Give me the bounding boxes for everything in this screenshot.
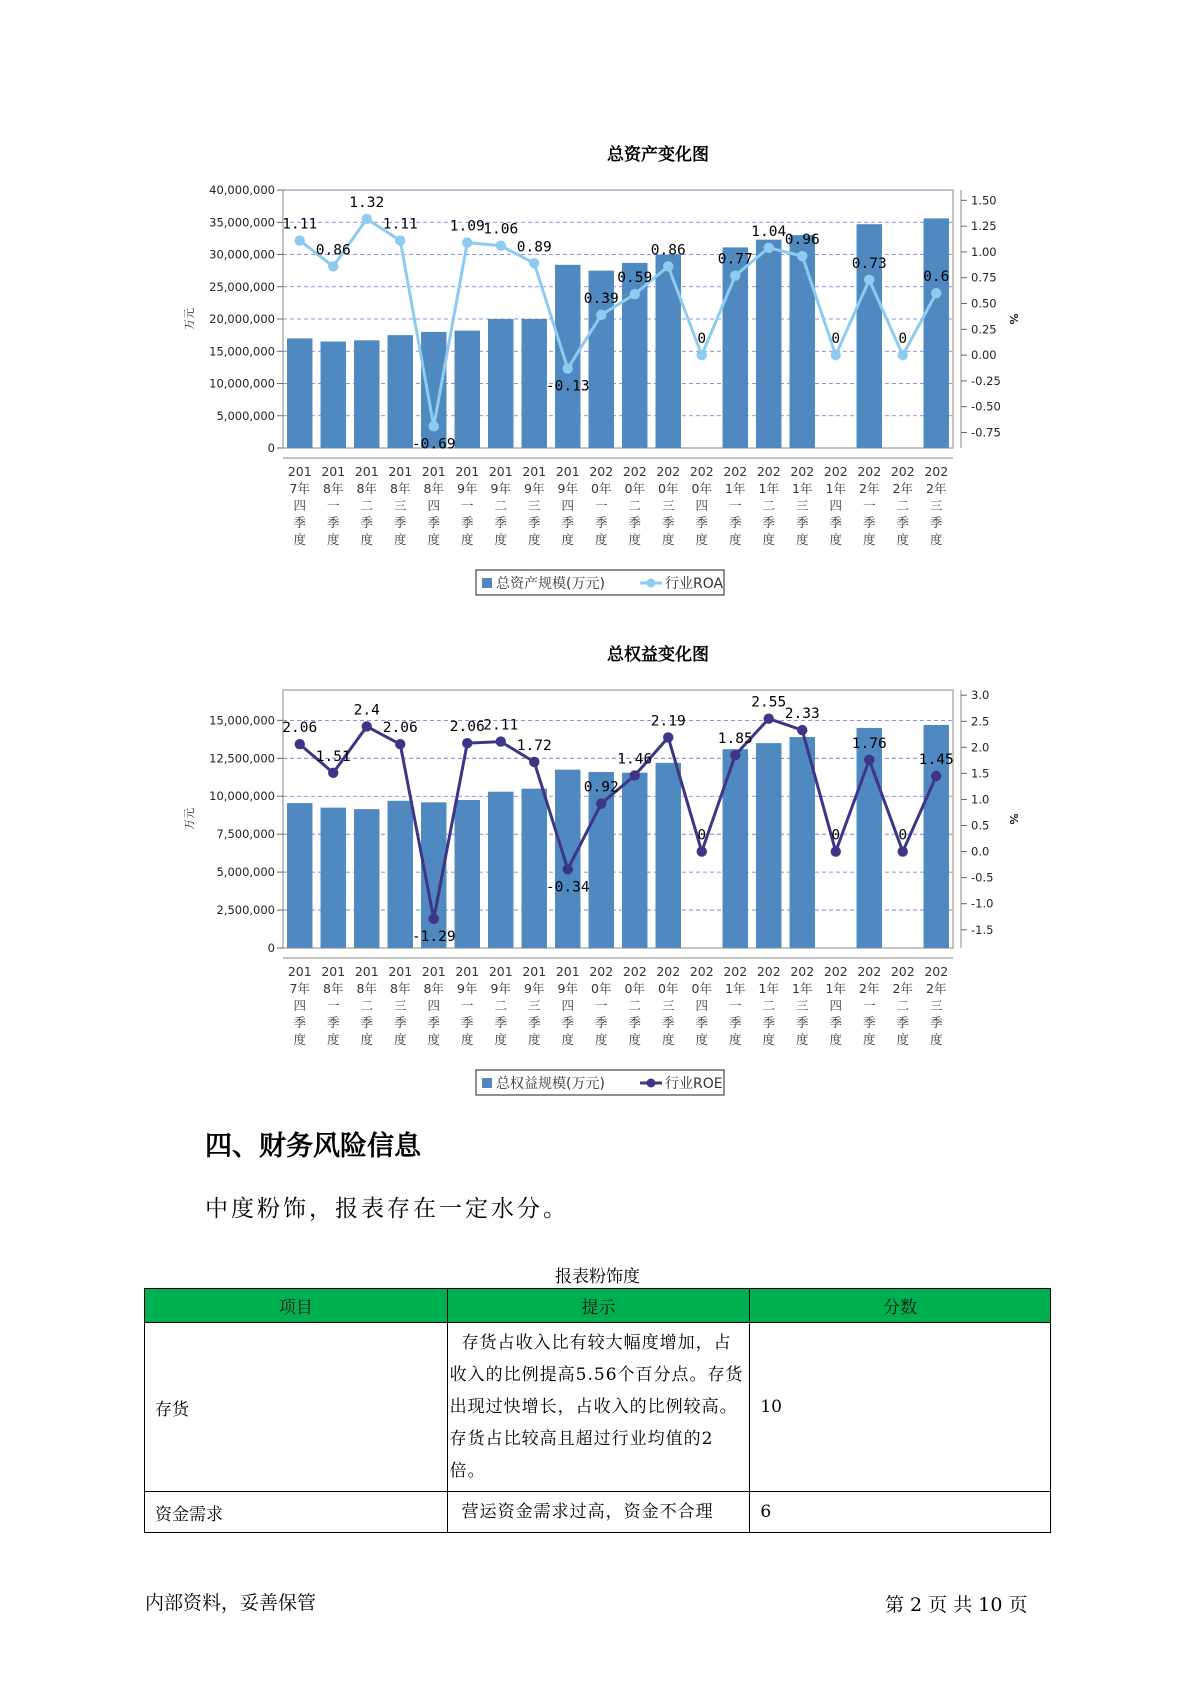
bar	[287, 338, 312, 448]
line-point	[395, 235, 405, 245]
chart-title: 总资产变化图	[607, 145, 709, 165]
bar	[756, 240, 781, 448]
x-tick-label: 202 0年四季度	[689, 464, 714, 547]
bar	[354, 340, 379, 448]
line-point	[563, 363, 573, 373]
data-label: 0	[697, 827, 707, 844]
x-tick-label: 201 8年三季度	[388, 964, 413, 1047]
total-assets-chart	[0, 140, 1191, 600]
x-tick-label: 201 8年二季度	[354, 964, 379, 1047]
table-row	[145, 1323, 1051, 1492]
x-tick-label: 202 0年三季度	[656, 964, 681, 1047]
x-tick-label: 201 9年一季度	[455, 464, 480, 547]
data-label: 1.11	[382, 216, 418, 233]
line-point	[596, 310, 606, 320]
x-tick-label: 202 0年四季度	[689, 964, 714, 1047]
bar	[354, 809, 379, 948]
x-tick-label: 202 1年二季度	[756, 464, 781, 547]
x-tick-label: 201 8年一季度	[321, 464, 346, 547]
line-point	[730, 750, 740, 760]
y2-tick-label: 0.5	[971, 818, 990, 833]
y2-axis-label: %	[1007, 813, 1020, 825]
x-tick-label: 201 9年三季度	[522, 964, 547, 1047]
y-tick-label: 2,500,000	[216, 903, 275, 918]
line-point	[496, 241, 506, 251]
data-label: 0	[831, 331, 841, 348]
data-label: 1.85	[717, 731, 753, 748]
line-point	[931, 771, 941, 781]
data-label: 0.6	[923, 269, 950, 286]
footer-page-info: 第 2 页 共 10 页	[885, 1594, 1028, 1616]
x-tick-label: 201 9年四季度	[555, 464, 580, 547]
x-tick-label: 201 9年二季度	[488, 964, 513, 1047]
bar	[321, 342, 346, 448]
line-point	[630, 770, 640, 780]
legend-line-label: 行业ROA	[665, 576, 724, 592]
y-tick-label: 25,000,000	[209, 279, 275, 294]
x-tick-label: 202 1年一季度	[723, 964, 748, 1047]
bar	[622, 773, 647, 948]
y2-tick-label: 0.50	[971, 296, 997, 311]
y-tick-label: 7,500,000	[216, 827, 275, 842]
data-label: 1.04	[751, 223, 787, 240]
header-hint: 提示	[447, 1289, 750, 1323]
line-point	[596, 798, 606, 808]
row-hint: 存货占收入比有较大幅度增加，占收入的比例提高5.56个百分点。存货出现过快增长，占收入的比例较高。存货占比较高且超过行业均值的2倍。	[447, 1323, 750, 1492]
line-point	[529, 258, 539, 268]
line-point	[898, 846, 908, 856]
data-label: 0.39	[583, 290, 619, 307]
bar	[656, 255, 681, 449]
y2-tick-label: -1.5	[971, 922, 994, 937]
y2-tick-label: 1.50	[971, 193, 997, 208]
y2-tick-label: 2.5	[971, 714, 990, 729]
x-tick-label: 202 0年一季度	[589, 964, 614, 1047]
legend-line-marker	[647, 579, 656, 588]
line-point	[663, 261, 673, 271]
bar	[321, 808, 346, 948]
bar	[388, 801, 413, 948]
y2-tick-label: 1.5	[971, 766, 990, 781]
x-tick-label: 202 0年二季度	[622, 464, 647, 547]
y-tick-label: 15,000,000	[209, 713, 275, 728]
header-item: 项目	[145, 1289, 448, 1323]
data-label: 0.77	[717, 251, 753, 268]
line-point	[630, 289, 640, 299]
line-point	[764, 243, 774, 253]
data-label: -0.34	[545, 879, 590, 896]
data-label: 1.76	[851, 735, 887, 752]
data-label: 0.59	[617, 270, 653, 287]
y2-axis-label: %	[1007, 313, 1020, 325]
data-label: -0.13	[545, 378, 590, 395]
y-tick-label: 0	[267, 941, 275, 955]
bar	[388, 335, 413, 448]
x-tick-label: 201 8年三季度	[388, 464, 413, 547]
risk-table	[144, 1288, 1051, 1533]
bar	[790, 235, 815, 448]
bar	[522, 789, 547, 948]
data-label: 2.55	[751, 694, 787, 711]
y-tick-label: 10,000,000	[209, 376, 275, 391]
line-point	[931, 288, 941, 298]
bar	[455, 331, 480, 448]
data-label: 2.06	[382, 720, 418, 737]
line-point	[362, 721, 372, 731]
x-tick-label: 202 0年一季度	[589, 464, 614, 547]
x-tick-label: 201 8年四季度	[421, 464, 446, 547]
data-label: 0.86	[315, 242, 351, 259]
x-tick-label: 201 8年四季度	[421, 964, 446, 1047]
y-tick-label: 35,000,000	[209, 215, 275, 230]
line-point	[328, 768, 338, 778]
y2-tick-label: 0.25	[971, 322, 997, 337]
footer-confidential: 内部资料，妥善保管	[145, 1592, 317, 1614]
line-point	[529, 757, 539, 767]
x-tick-label: 202 2年一季度	[857, 464, 882, 547]
y-tick-label: 12,500,000	[209, 751, 275, 766]
data-label: 0.92	[583, 779, 619, 796]
data-label: 0.73	[851, 255, 887, 272]
line-point	[697, 846, 707, 856]
y-tick-label: 40,000,000	[209, 183, 275, 197]
y2-tick-label: -1.0	[971, 896, 994, 911]
y-tick-label: 20,000,000	[209, 312, 275, 326]
line-point	[797, 251, 807, 261]
line-point	[295, 235, 305, 245]
data-label: 2.19	[650, 713, 686, 730]
chart-title: 总权益变化图	[607, 645, 709, 665]
legend-line-label: 行业ROE	[665, 1076, 723, 1092]
y-axis-label: 万元	[183, 808, 196, 830]
x-tick-label: 202 1年三季度	[790, 464, 815, 547]
legend-bar-swatch	[482, 578, 492, 588]
table-caption: 报表粉饰度	[555, 1267, 640, 1287]
data-label: 0	[697, 331, 707, 348]
data-label: 1.51	[315, 748, 351, 765]
y-tick-label: 5,000,000	[216, 865, 275, 880]
y2-tick-label: -0.50	[971, 399, 1001, 414]
data-label: 2.4	[353, 702, 380, 719]
x-tick-label: 202 1年四季度	[823, 964, 848, 1047]
line-point	[563, 864, 573, 874]
data-label: 0.96	[784, 232, 820, 249]
bar	[488, 792, 513, 948]
x-tick-label: 202 0年二季度	[622, 964, 647, 1047]
data-label: 1.06	[483, 221, 519, 238]
data-label: 0.89	[516, 239, 552, 256]
line-point	[429, 421, 439, 431]
data-label: -0.69	[411, 436, 456, 453]
data-label: 2.06	[449, 719, 485, 736]
row-hint: 营运资金需求过高，资金不合理	[447, 1492, 750, 1533]
data-label: -1.29	[411, 928, 456, 945]
line-point	[797, 725, 807, 735]
y2-tick-label: 1.25	[971, 219, 997, 234]
legend-bar-label: 总权益规模(万元)	[496, 1076, 605, 1092]
x-tick-label: 202 1年二季度	[756, 964, 781, 1047]
bar	[656, 763, 681, 948]
bar	[488, 319, 513, 448]
y-tick-label: 30,000,000	[209, 247, 275, 262]
data-label: 2.11	[483, 717, 519, 734]
bar	[589, 772, 614, 948]
x-tick-label: 202 1年三季度	[790, 964, 815, 1047]
x-tick-label: 201 8年二季度	[354, 464, 379, 547]
data-label: 2.06	[282, 720, 318, 737]
y-tick-label: 0	[267, 441, 275, 455]
y-tick-label: 10,000,000	[209, 789, 275, 804]
y2-tick-label: 2.0	[971, 740, 990, 755]
line-point	[328, 261, 338, 271]
line-point	[764, 713, 774, 723]
row-item: 资金需求	[145, 1492, 448, 1533]
y2-tick-label: 0.0	[971, 844, 990, 859]
data-label: 1.72	[516, 737, 552, 754]
data-label: 1.11	[282, 216, 318, 233]
y-axis-label: 万元	[183, 308, 196, 330]
line-point	[395, 739, 405, 749]
data-label: 1.45	[918, 752, 954, 768]
line-point	[730, 270, 740, 280]
line-point	[898, 350, 908, 360]
line-point	[864, 755, 874, 765]
table-row	[145, 1492, 1051, 1533]
line-point	[429, 914, 439, 924]
data-label: 1.32	[349, 194, 385, 211]
legend-bar-label: 总资产规模(万元)	[496, 576, 605, 592]
x-tick-label: 202 2年三季度	[924, 464, 949, 547]
total-equity-chart	[0, 640, 1191, 1100]
data-label: 0.86	[650, 242, 686, 259]
x-tick-label: 202 2年一季度	[857, 964, 882, 1047]
data-label: 0	[831, 827, 841, 844]
bar	[756, 743, 781, 948]
x-tick-label: 201 7年四季度	[287, 464, 312, 547]
y2-tick-label: 3.0	[971, 688, 990, 703]
line-point	[864, 275, 874, 285]
y2-tick-label: -0.5	[971, 870, 994, 885]
y2-tick-label: -0.75	[971, 425, 1001, 440]
x-tick-label: 201 9年一季度	[455, 964, 480, 1047]
x-tick-label: 201 9年二季度	[488, 464, 513, 547]
row-score: 10	[750, 1323, 1051, 1492]
x-tick-label: 201 8年一季度	[321, 964, 346, 1047]
line-point	[496, 736, 506, 746]
line-point	[362, 214, 372, 224]
section-title: 四、财务风险信息	[205, 1131, 421, 1162]
bar	[924, 218, 949, 448]
data-label: 1.09	[449, 218, 485, 235]
y2-tick-label: 0.75	[971, 270, 997, 285]
line-point	[663, 732, 673, 742]
y-tick-label: 15,000,000	[209, 344, 275, 359]
bar	[455, 800, 480, 948]
y2-tick-label: 0.00	[971, 348, 997, 363]
data-label: 0	[898, 827, 908, 844]
table-header-row	[145, 1289, 1051, 1323]
bar	[522, 319, 547, 448]
x-tick-label: 201 9年四季度	[555, 964, 580, 1047]
legend-line-marker	[647, 1079, 656, 1088]
bar	[287, 803, 312, 948]
row-score: 6	[750, 1492, 1051, 1533]
data-label: 2.33	[784, 706, 820, 723]
x-tick-label: 202 1年四季度	[823, 464, 848, 547]
legend-bar-swatch	[482, 1078, 492, 1088]
line-point	[462, 237, 472, 247]
x-tick-label: 202 2年二季度	[890, 464, 915, 547]
x-tick-label: 202 2年二季度	[890, 964, 915, 1047]
y2-tick-label: -0.25	[971, 373, 1001, 388]
line-point	[295, 739, 305, 749]
line-point	[697, 350, 707, 360]
row-item: 存货	[145, 1323, 448, 1492]
line-point	[462, 738, 472, 748]
x-tick-label: 201 7年四季度	[287, 964, 312, 1047]
bar	[555, 770, 580, 948]
y-tick-label: 5,000,000	[216, 408, 275, 423]
section-summary: 中度粉饰，报表存在一定水分。	[205, 1196, 569, 1222]
data-label: 1.46	[617, 751, 653, 768]
line-point	[831, 350, 841, 360]
line-point	[831, 846, 841, 856]
data-label: 0	[898, 331, 908, 348]
bar	[790, 737, 815, 948]
y2-tick-label: 1.00	[971, 244, 997, 259]
x-tick-label: 201 9年三季度	[522, 464, 547, 547]
x-tick-label: 202 2年三季度	[924, 964, 949, 1047]
y2-tick-label: 1.0	[971, 792, 990, 807]
header-score: 分数	[750, 1289, 1051, 1323]
x-tick-label: 202 0年三季度	[656, 464, 681, 547]
x-tick-label: 202 1年一季度	[723, 464, 748, 547]
